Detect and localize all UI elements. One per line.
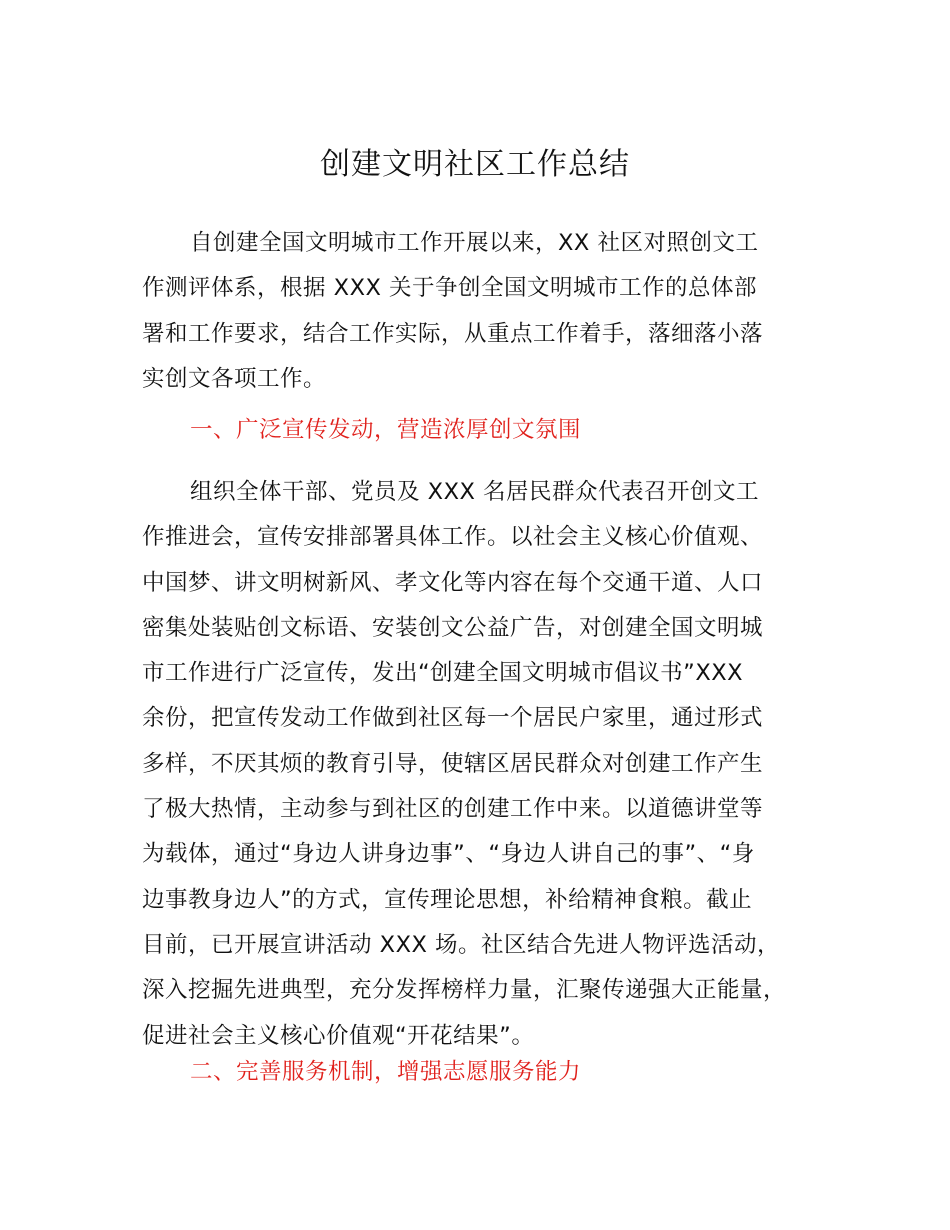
section-heading-2: 二、完善服务机制，增强志愿服务能力 bbox=[190, 1059, 582, 1085]
paragraph-line: 实创文各项工作。 bbox=[142, 365, 327, 392]
paragraph-line: 作测评体系，根据 XXX 关于争创全国文明城市工作的总体部 bbox=[142, 275, 758, 302]
paragraph-line: 了极大热情，主动参与到社区的创建工作中来。以道德讲堂等 bbox=[142, 796, 764, 823]
paragraph-line: 边事教身边人”的方式，宣传理论思想，补给精神食粮。截止 bbox=[142, 886, 753, 913]
paragraph-line: 署和工作要求，结合工作实际，从重点工作着手，落细落小落 bbox=[142, 320, 764, 347]
page-title: 创建文明社区工作总结 bbox=[320, 147, 630, 182]
intro-paragraph bbox=[142, 221, 832, 402]
paragraph-line: 余份，把宣传发动工作做到社区每一个居民户家里，通过形式 bbox=[142, 705, 764, 732]
paragraph-line: 密集处装贴创文标语、安装创文公益广告，对创建全国文明城 bbox=[142, 614, 764, 641]
paragraph-line: 深入挖掘先进典型，充分发挥榜样力量，汇聚传递强大正能量， bbox=[142, 977, 787, 1004]
paragraph-line: 目前，已开展宣讲活动 XXX 场。社区结合先进人物评选活动， bbox=[142, 931, 781, 958]
paragraph-line: 组织全体干部、党员及 XXX 名居民群众代表召开创文工 bbox=[190, 479, 760, 505]
paragraph-line: 中国梦、讲文明树新风、孝文化等内容在每个交通干道、人口 bbox=[142, 569, 764, 596]
paragraph-line: 为载体，通过“身边人讲身边事”、“身边人讲自己的事”、“身 bbox=[142, 841, 755, 868]
section-1-paragraph bbox=[142, 470, 832, 1059]
paragraph-line: 自创建全国文明城市工作开展以来，XX 社区对照创文工 bbox=[190, 230, 759, 256]
paragraph-line: 促进社会主义核心价值观“开花结果”。 bbox=[142, 1022, 535, 1049]
paragraph-line: 作推进会，宣传安排部署具体工作。以社会主义核心价值观、 bbox=[142, 524, 764, 551]
paragraph-line: 多样，不厌其烦的教育引导，使辖区居民群众对创建工作产生 bbox=[142, 750, 764, 777]
paragraph-line: 市工作进行广泛宣传，发出“创建全国文明城市倡议书”XXX bbox=[142, 660, 744, 687]
section-heading-1: 一、广泛宣传发动，营造浓厚创文氛围 bbox=[190, 417, 582, 443]
